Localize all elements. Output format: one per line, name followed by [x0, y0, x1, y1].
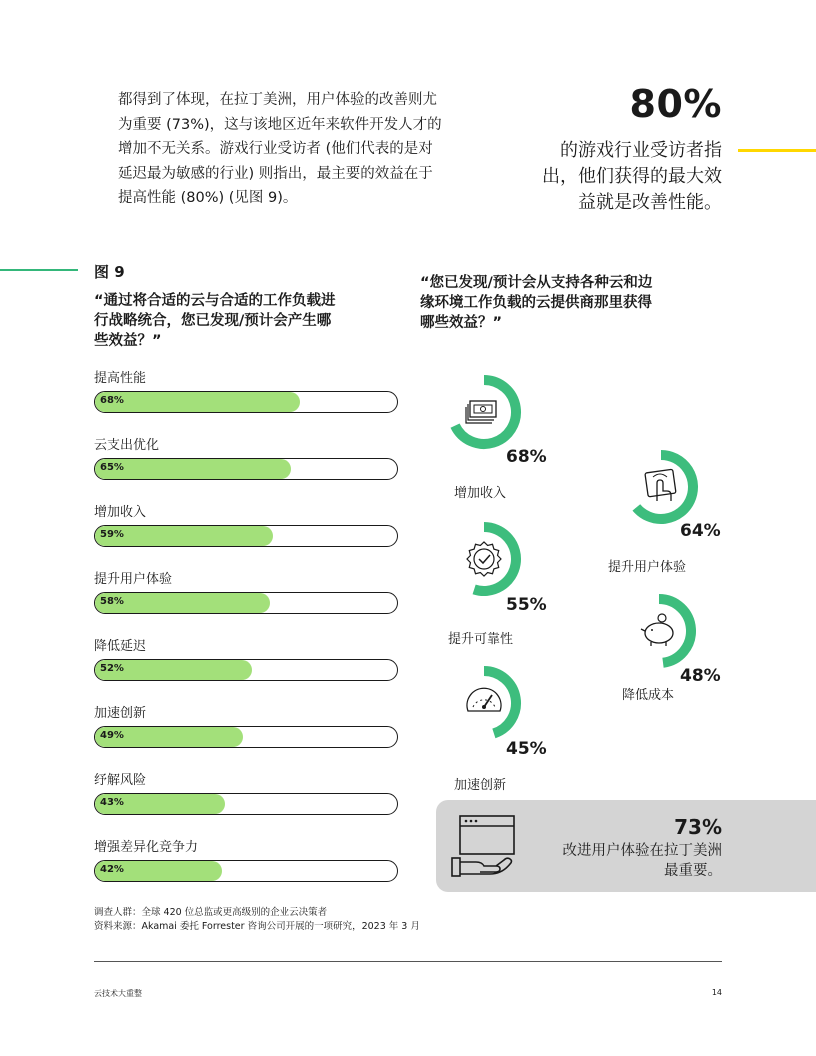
figure-label: 图 9 [94, 263, 125, 281]
bar-value-label: 59% [100, 529, 124, 540]
intro-line: 都得到了体现，在拉丁美洲，用户体验的改善则尤 [118, 92, 437, 108]
bar-fill [95, 459, 291, 479]
bar-category-label: 纾解风险 [94, 773, 147, 788]
bar-category-label: 提升用户体验 [94, 572, 173, 587]
callout-line: 最重要。 [664, 863, 722, 879]
intro-paragraph [118, 88, 478, 211]
green-accent-line [0, 269, 78, 271]
stat-80-text [502, 138, 722, 216]
page-number: 14 [711, 988, 722, 997]
stat-80-line: 的游戏行业受访者指 [560, 140, 722, 161]
donut-value-label: 45% [506, 739, 547, 759]
intro-line: 为重要 (73%)，这与该地区近年来软件开发人才的 [118, 116, 442, 133]
donut-category-label: 提升用户体验 [608, 560, 687, 575]
donut-category-label: 加速创新 [454, 778, 507, 793]
donut-value-label: 48% [680, 666, 721, 686]
bar-track [94, 525, 398, 547]
bar-category-label: 云支出优化 [94, 438, 160, 453]
bar-category-label: 降低延迟 [94, 639, 147, 654]
callout-line: 改进用户体验在拉丁美洲 [562, 843, 722, 859]
intro-line: 延迟最为敏感的行业) 则指出，最主要的效益在于 [118, 165, 433, 182]
left-question-line: “通过将合适的云与合适的工作负载进 [94, 293, 336, 309]
note-line: 资料来源：Akamai 委托 Forrester 咨询公司开展的一项研究，2023 年 3 月 [94, 921, 420, 932]
bar-category-label: 提高性能 [94, 371, 147, 386]
source-notes [94, 906, 420, 934]
tablet-touch-icon [645, 469, 676, 501]
speedometer-icon [467, 688, 501, 711]
donut-category-label: 提升可靠性 [448, 632, 514, 647]
bar-value-label: 65% [100, 462, 124, 473]
money-icon [466, 401, 496, 423]
footer-title: 云技术大重整 [94, 989, 142, 998]
donut-value-label: 64% [680, 521, 721, 541]
bar-fill [95, 392, 300, 412]
bar-category-label: 增加收入 [94, 505, 147, 520]
bar-value-label: 52% [100, 663, 124, 674]
donut-arc [474, 527, 516, 591]
donut-slice [445, 664, 523, 742]
yellow-accent-line [738, 149, 816, 152]
donut-slice [620, 592, 698, 670]
bar-track [94, 391, 398, 413]
bar-category-label: 加速创新 [94, 706, 147, 721]
intro-line: 增加不无关系。游戏行业受访者 (他们代表的是对 [118, 141, 433, 157]
bar-track [94, 793, 398, 815]
right-question-line: 缘环境工作负载的云提供商那里获得 [420, 295, 652, 311]
right-question-line: “您已发现/预计会从支持各种云和边 [420, 275, 653, 291]
right-question [420, 273, 710, 333]
donut-category-label: 增加收入 [454, 486, 507, 501]
bar-value-label: 42% [100, 864, 124, 875]
bar-track [94, 659, 398, 681]
bar-track [94, 860, 398, 882]
stat-80-value: 80% [629, 82, 722, 126]
bar-value-label: 43% [100, 797, 124, 808]
left-question [94, 291, 384, 351]
donut-category-label: 降低成本 [622, 688, 675, 703]
donut-slice [445, 373, 523, 451]
bar-value-label: 58% [100, 596, 124, 607]
left-question-line: 些效益？” [94, 333, 162, 349]
bar-value-label: 68% [100, 395, 124, 406]
bar-track [94, 458, 398, 480]
badge-check-icon [467, 542, 501, 576]
piggy-bank-icon [641, 614, 673, 646]
right-question-line: 哪些效益？” [420, 315, 503, 331]
stat-80-line: 益就是改善性能。 [578, 192, 722, 213]
note-line: 调查人群：全球 420 位总监或更高级别的企业云决策者 [94, 907, 328, 918]
left-question-line: 行战略统合，您已发现/预计会产生哪 [94, 313, 332, 329]
donut-arc [484, 671, 516, 733]
footer-rule [94, 961, 722, 962]
intro-line: 提高性能 (80%) (见图 9)。 [118, 190, 298, 206]
callout-value: 73% [674, 815, 722, 839]
donut-arc [659, 599, 691, 663]
bar-value-label: 49% [100, 730, 124, 741]
callout-text [563, 841, 723, 881]
stat-80-line: 出，他们获得的最大效 [542, 166, 722, 187]
donut-arc [636, 455, 693, 519]
donut-slice [622, 448, 700, 526]
bar-category-label: 增强差异化竞争力 [94, 840, 199, 855]
donut-arc [455, 380, 516, 444]
donut-slice [445, 520, 523, 598]
browser-hand-icon [450, 814, 522, 880]
donut-value-label: 68% [506, 447, 547, 467]
bar-track [94, 726, 398, 748]
donut-value-label: 55% [506, 595, 547, 615]
bar-track [94, 592, 398, 614]
